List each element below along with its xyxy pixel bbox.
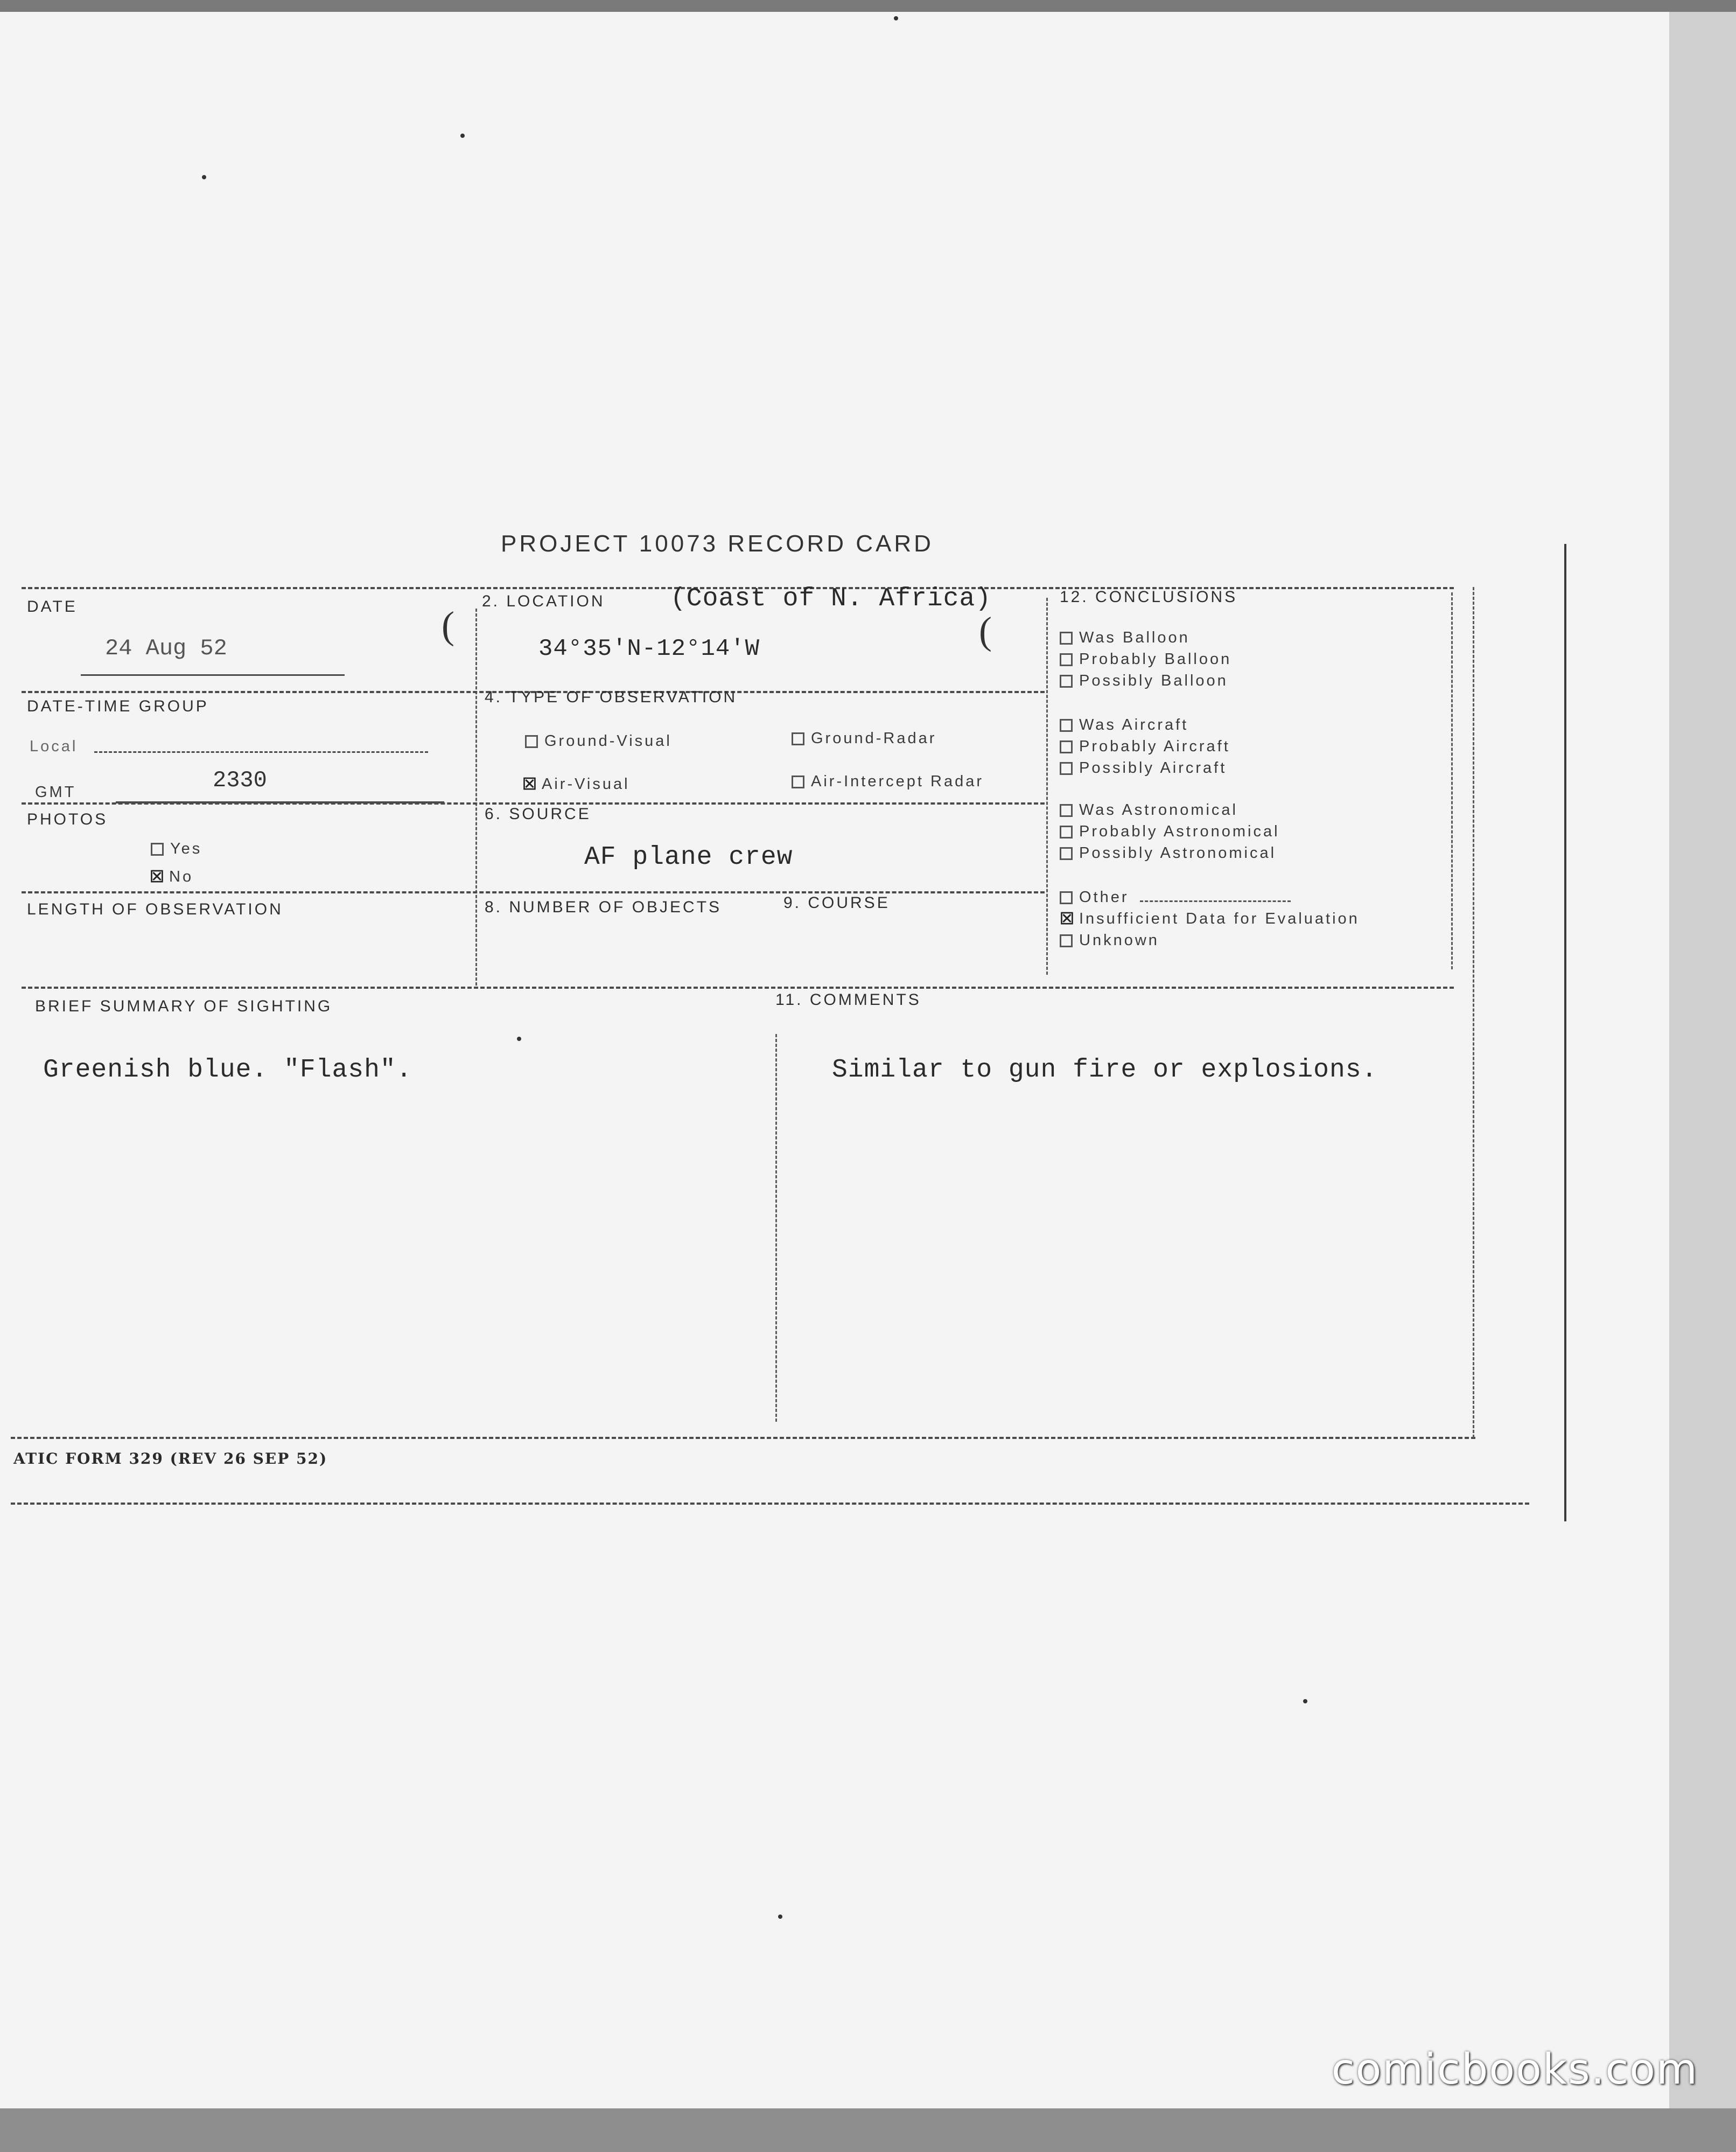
location-value: 34°35'N-12°14'W [538,635,760,662]
conclusion-unknown: Unknown [1060,932,1159,949]
checkbox [792,732,804,745]
conclusion-possibly-balloon: Possibly Balloon [1060,672,1228,690]
checkbox [151,843,164,856]
checkbox [792,775,804,788]
card-right-edge [1564,544,1566,1521]
option-ground-visual: Ground-Visual [525,732,672,750]
local-underline [94,751,428,753]
checkbox [1060,762,1073,775]
checkbox [525,735,538,748]
conclusion-possibly-aircraft: Possibly Aircraft [1060,759,1227,777]
close-paren-mark: ( [979,609,992,652]
option-air-intercept-radar: Air-Intercept Radar [792,773,984,791]
checkbox [1060,847,1073,860]
course-label: 9. COURSE [783,894,890,912]
checkbox [1060,675,1073,688]
checked-mark-icon: ☒ [1060,910,1076,928]
form-footer-rule [11,1503,1529,1505]
local-label: Local [30,738,78,755]
photos-no: ☒ No [150,868,194,886]
source-label: 6. SOURCE [485,805,591,823]
summary-value: Greenish blue. "Flash". [43,1056,412,1085]
summary-label: BRIEF SUMMARY OF SIGHTING [35,997,333,1015]
rule-length [22,891,1045,893]
date-value: 24 Aug 52 [105,635,227,661]
scan-speck [460,134,465,138]
checkbox [1060,891,1073,904]
checked-mark-icon: ☒ [522,775,539,794]
location-note: (Coast of N. Africa) [670,584,992,613]
form-id: ATIC FORM 329 (REV 26 SEP 52) [13,1450,328,1468]
gmt-label: GMT [35,784,76,801]
conclusion-probably-aircraft: Probably Aircraft [1060,738,1230,756]
field-divider-1 [475,609,477,986]
conclusion-probably-balloon: Probably Balloon [1060,651,1231,668]
scan-speck [778,1915,782,1919]
comments-value: Similar to gun fire or explosions. [832,1056,1378,1085]
checkbox [1060,719,1073,732]
card-right-rule [1473,587,1474,1438]
checked-mark-icon: ☒ [150,868,166,886]
field-divider-2 [1046,598,1048,975]
conclusion-was-balloon: Was Balloon [1060,629,1190,647]
conclusion-insufficient-data: ☒ Insufficient Data for Evaluation [1060,910,1360,928]
conclusions-inner-rule [1451,592,1453,969]
photos-label: PHOTOS [27,811,108,828]
card-bottom-rule [11,1437,1475,1439]
rule-summary [22,987,1454,989]
scan-speck [202,175,206,179]
watermark: comicbooks.com [1331,2045,1698,2094]
conclusion-other: Other [1060,889,1291,906]
conclusion-was-astronomical: Was Astronomical [1060,801,1238,819]
location-label: 2. LOCATION [482,592,605,610]
option-ground-radar: Ground-Radar [792,730,936,747]
checkbox [1060,740,1073,753]
scan-bottom-border [0,2108,1736,2152]
scan-right-border [1669,12,1736,2152]
checkbox [1060,826,1073,839]
source-value: AF plane crew [584,843,793,872]
conclusion-possibly-astronomical: Possibly Astronomical [1060,844,1276,862]
length-label: LENGTH OF OBSERVATION [27,900,283,918]
scan-speck [517,1037,521,1041]
open-paren-mark: ( [442,604,454,647]
comments-label: 11. COMMENTS [775,991,921,1009]
number-of-objects-label: 8. NUMBER OF OBJECTS [485,898,722,916]
scan-speck [1303,1699,1307,1703]
conclusion-probably-astronomical: Probably Astronomical [1060,823,1280,841]
checkbox [1060,934,1073,947]
checkbox [1060,632,1073,645]
rule-date-underline [81,674,345,676]
scan-top-border [0,0,1736,12]
date-label: DATE [27,598,78,616]
type-of-observation-label: 4. TYPE OF OBSERVATION [485,688,738,706]
conclusions-label: 12. CONCLUSIONS [1060,588,1238,606]
dtg-label: DATE-TIME GROUP [27,697,209,715]
conclusion-was-aircraft: Was Aircraft [1060,716,1188,734]
comments-divider [775,1034,777,1422]
checkbox [1060,653,1073,666]
gmt-value: 2330 [213,767,267,793]
photos-yes: Yes [151,840,202,858]
rule-gmt-underline [116,801,444,803]
option-air-visual: ☒ Air-Visual [522,775,630,794]
scan-speck [894,16,898,20]
card-title: PROJECT 10073 RECORD CARD [501,530,934,557]
checkbox [1060,804,1073,817]
